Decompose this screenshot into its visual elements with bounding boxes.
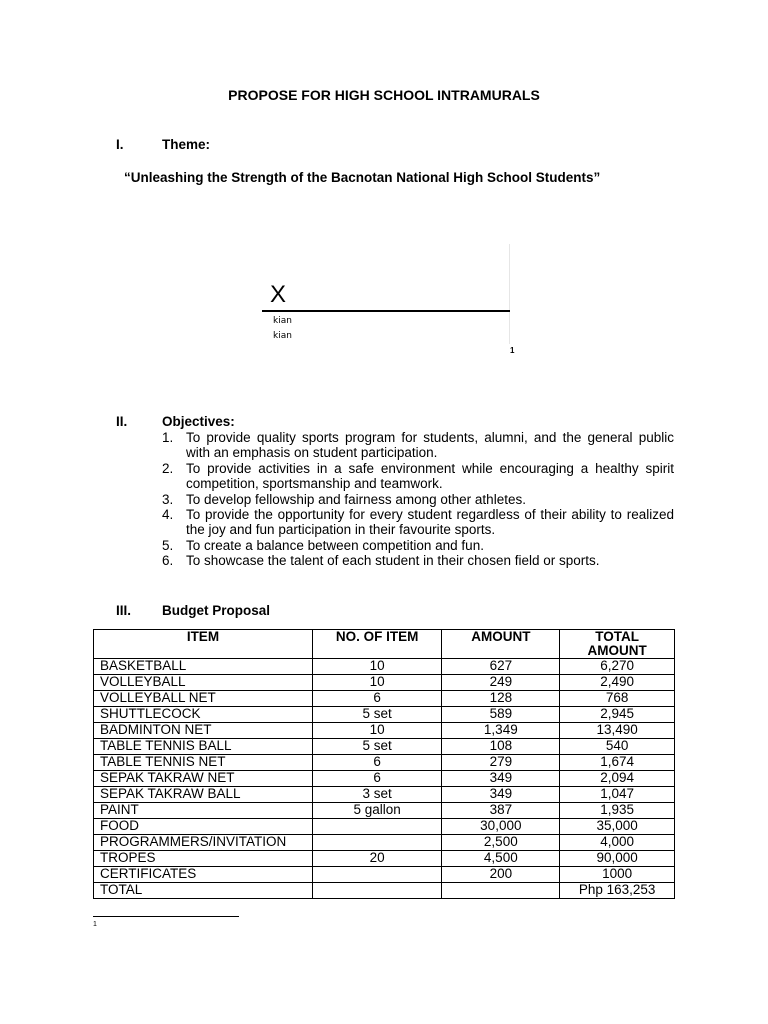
column-header-quantity: NO. OF ITEM — [312, 630, 442, 659]
objective-item: 4. To provide the opportunity for every student regardless of their ability to realized the joy and fun participation in their favourite sports. — [162, 507, 674, 538]
cell-total: 1,935 — [560, 803, 675, 819]
cell-item: SHUTTLECOCK — [94, 707, 313, 723]
cell-total: 1,674 — [560, 755, 675, 771]
section-number-objectives: II. — [116, 414, 128, 429]
budget-table — [93, 629, 675, 899]
cell-item: FOOD — [94, 819, 313, 835]
cell-total: 2,094 — [560, 771, 675, 787]
cell-amount: 4,500 — [442, 851, 560, 867]
cell-quantity: 6 — [312, 771, 442, 787]
cell-quantity — [312, 819, 442, 835]
cell-quantity: 10 — [312, 659, 442, 675]
theme-statement: “Unleashing the Strength of the Bacnotan National High School Students” — [124, 170, 601, 185]
cell-quantity: 6 — [312, 755, 442, 771]
cell-amount: 108 — [442, 739, 560, 755]
table-row — [94, 835, 675, 851]
cell-total: 2,945 — [560, 707, 675, 723]
cell-item: BADMINTON NET — [94, 723, 313, 739]
table-row — [94, 867, 675, 883]
signer-name: kian — [273, 316, 292, 326]
objective-item: 6. To showcase the talent of each student in their chosen field or sports. — [162, 553, 600, 569]
signature-mark: X — [270, 281, 287, 308]
footnote-mark: 1 — [93, 921, 97, 928]
cell-item: SEPAK TAKRAW BALL — [94, 787, 313, 803]
table-row — [94, 851, 675, 867]
section-number-budget: III. — [116, 603, 132, 618]
cell-quantity — [312, 835, 442, 851]
table-row — [94, 755, 675, 771]
cell-amount: 30,000 — [442, 819, 560, 835]
table-row — [94, 739, 675, 755]
cell-amount: 387 — [442, 803, 560, 819]
cell-item: VOLLEYBALL — [94, 675, 313, 691]
signer-title: kian — [273, 331, 292, 341]
cell-item: PROGRAMMERS/INVITATION — [94, 835, 313, 851]
cell-quantity: 5 set — [312, 739, 442, 755]
table-row — [94, 707, 675, 723]
cell-amount: 627 — [442, 659, 560, 675]
table-row — [94, 803, 675, 819]
cell-quantity: 20 — [312, 851, 442, 867]
cell-total: Php 163,253 — [560, 883, 675, 899]
cell-item: VOLLEYBALL NET — [94, 691, 313, 707]
cell-total: 13,490 — [560, 723, 675, 739]
cell-amount: 249 — [442, 675, 560, 691]
cell-total: 4,000 — [560, 835, 675, 851]
cell-item: TABLE TENNIS NET — [94, 755, 313, 771]
column-header-item: ITEM — [94, 630, 313, 659]
objective-item: 2. To provide activities in a safe environment while encouraging a healthy spirit competition, sportsmanship and teamwork. — [162, 460, 674, 492]
cell-amount: 589 — [442, 707, 560, 723]
cell-amount: 279 — [442, 755, 560, 771]
cell-total: 6,270 — [560, 659, 675, 675]
column-header-total-amount: TOTAL AMOUNT — [560, 630, 675, 659]
cell-item: BASKETBALL — [94, 659, 313, 675]
table-row — [94, 723, 675, 739]
cell-item: CERTIFICATES — [94, 867, 313, 883]
budget-table-body — [94, 659, 675, 899]
cell-item: PAINT — [94, 803, 313, 819]
cell-quantity — [312, 867, 442, 883]
table-row — [94, 659, 675, 675]
objectives-list — [162, 430, 674, 569]
cell-amount: 200 — [442, 867, 560, 883]
cell-total: 1,047 — [560, 787, 675, 803]
cell-amount: 349 — [442, 771, 560, 787]
column-header-amount: AMOUNT — [442, 630, 560, 659]
cell-quantity: 10 — [312, 723, 442, 739]
footnote-reference: 1 — [510, 346, 515, 355]
objective-item: 3. To develop fellowship and fairness among other athletes. — [162, 491, 526, 507]
table-row — [94, 675, 675, 691]
document-title: PROPOSE FOR HIGH SCHOOL INTRAMURALS — [228, 87, 540, 103]
table-row — [94, 819, 675, 835]
cell-total: 540 — [560, 739, 675, 755]
table-row — [94, 691, 675, 707]
table-row — [94, 787, 675, 803]
cell-item: TABLE TENNIS BALL — [94, 739, 313, 755]
objective-item: 1. To provide quality sports program for students, alumni, and the general public with an emphasis on student participation. — [162, 430, 674, 461]
cell-quantity: 5 set — [312, 707, 442, 723]
section-heading-budget: Budget Proposal — [162, 603, 271, 618]
cell-item: TOTAL — [94, 883, 313, 899]
objective-item: 5. To create a balance between competition and fun. — [162, 537, 484, 553]
cell-quantity: 10 — [312, 675, 442, 691]
cell-quantity — [312, 883, 442, 899]
cell-total: 90,000 — [560, 851, 675, 867]
cell-item: SEPAK TAKRAW NET — [94, 771, 313, 787]
cell-amount: 128 — [442, 691, 560, 707]
footnote-rule — [93, 916, 239, 917]
cell-amount: 2,500 — [442, 835, 560, 851]
cell-amount: 349 — [442, 787, 560, 803]
section-number-theme: I. — [116, 137, 124, 152]
section-heading-objectives: Objectives: — [162, 414, 235, 429]
cell-total: 1000 — [560, 867, 675, 883]
cell-amount — [442, 883, 560, 899]
signature-frame-edge — [509, 244, 510, 344]
table-row — [94, 883, 675, 899]
cell-total: 768 — [560, 691, 675, 707]
cell-quantity: 5 gallon — [312, 803, 442, 819]
cell-item: TROPES — [94, 851, 313, 867]
cell-quantity: 3 set — [312, 787, 442, 803]
section-heading-theme: Theme: — [162, 137, 211, 152]
cell-quantity: 6 — [312, 691, 442, 707]
signature-line — [262, 310, 510, 312]
table-header-row — [94, 630, 675, 659]
cell-total: 2,490 — [560, 675, 675, 691]
table-row — [94, 771, 675, 787]
cell-total: 35,000 — [560, 819, 675, 835]
cell-amount: 1,349 — [442, 723, 560, 739]
